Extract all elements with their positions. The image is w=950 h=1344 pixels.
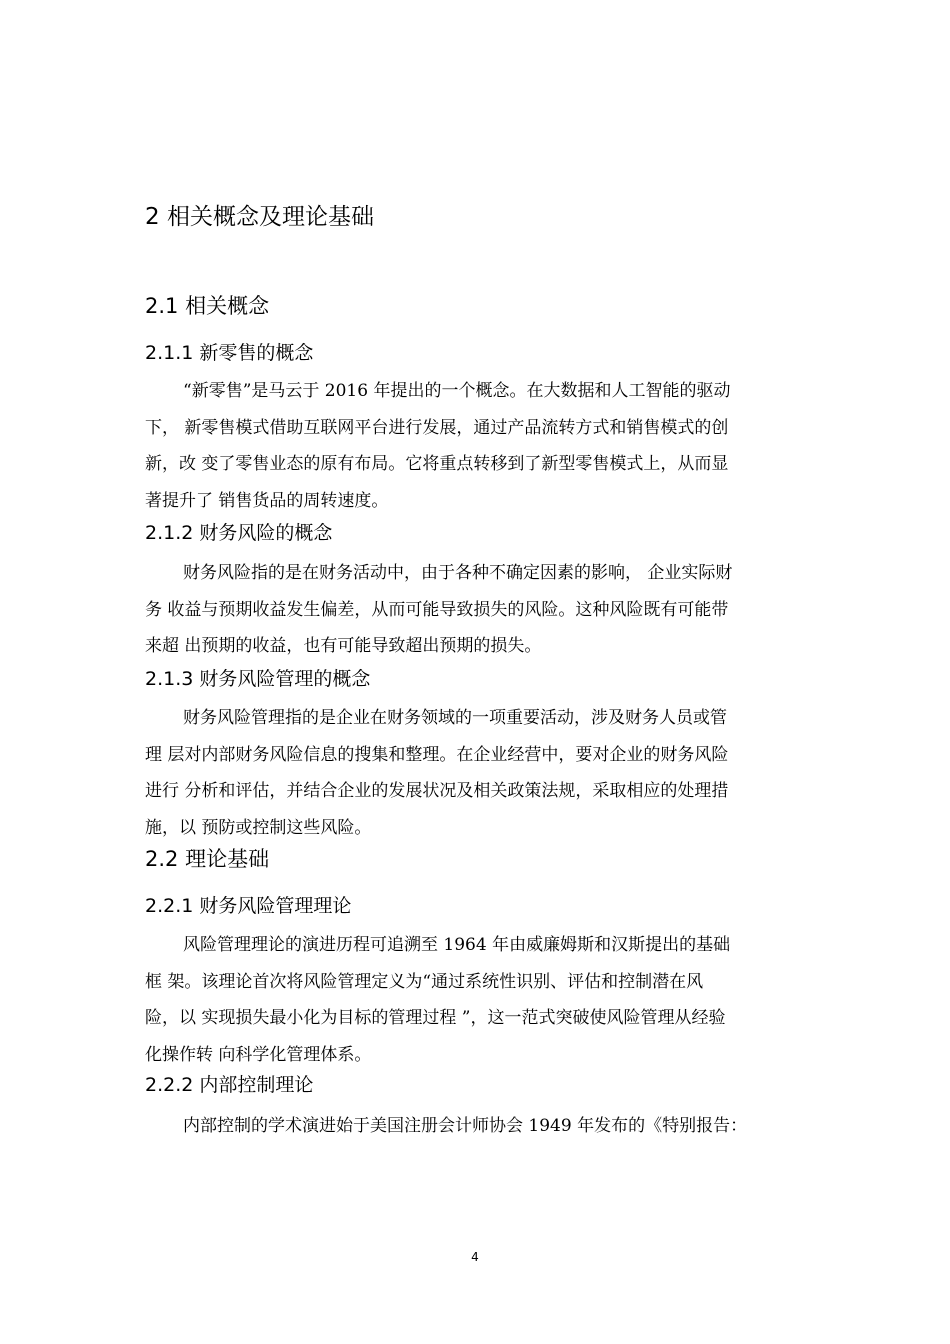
section-heading-2-2: 2.2 理论基础 xyxy=(145,847,270,871)
paragraph-line: 险，以 实现损失最小化为目标的管理过程 ”，这一范式突破使风险管理从经验 xyxy=(145,1008,726,1028)
paragraph-line: 务 收益与预期收益发生偏差，从而可能导致损失的风险。这种风险既有可能带 xyxy=(145,599,729,620)
paragraph-line: 理 层对内部财务风险信息的搜集和整理。在企业经营中，要对企业的财务风险 xyxy=(145,744,729,765)
chapter-heading: 2 相关概念及理论基础 xyxy=(145,204,374,230)
paragraph-line: 下， 新零售模式借助互联网平台进行发展，通过产品流转方式和销售模式的创 xyxy=(145,417,729,438)
subsection-heading-2-2-1: 2.2.1 财务风险管理理论 xyxy=(145,895,352,917)
paragraph-line: 财务风险管理指的是企业在财务领域的一项重要活动，涉及财务人员或管 xyxy=(183,708,727,728)
subsection-heading-2-1-1: 2.1.1 新零售的概念 xyxy=(145,342,314,364)
subsection-heading-2-1-2: 2.1.2 财务风险的概念 xyxy=(145,522,333,544)
paragraph-line: 内部控制的学术演进始于美国注册会计师协会 1949 年发布的《特别报告： xyxy=(183,1116,748,1136)
paragraph-line: “新零售”是马云于 2016 年提出的一个概念。在大数据和人工智能的驱动 xyxy=(183,381,731,401)
subsection-heading-2-2-2: 2.2.2 内部控制理论 xyxy=(145,1074,314,1096)
paragraph-line: 施，以 预防或控制这些风险。 xyxy=(145,817,372,838)
paragraph-line: 化操作转 向科学化管理体系。 xyxy=(145,1044,372,1065)
paragraph-line: 进行 分析和评估，并结合企业的发展状况及相关政策法规，采取相应的处理措 xyxy=(145,781,729,801)
paragraph-internal-control xyxy=(145,1108,810,1145)
paragraph-line: 新，改 变了零售业态的原有布局。它将重点转移到了新型零售模式上，从而显 xyxy=(145,454,729,474)
paragraph-risk-theory xyxy=(145,927,810,1073)
paragraph-line: 著提升了 销售货品的周转速度。 xyxy=(145,490,389,511)
subsection-heading-2-1-3: 2.1.3 财务风险管理的概念 xyxy=(145,668,371,690)
page-number: 4 xyxy=(471,1250,479,1264)
paragraph-line: 财务风险指的是在财务活动中，由于各种不确定因素的影响， 企业实际财 xyxy=(183,563,733,583)
section-heading-2-1: 2.1 相关概念 xyxy=(145,294,270,318)
paragraph-new-retail xyxy=(145,373,810,519)
paragraph-risk-management xyxy=(145,700,810,846)
paragraph-line: 框 架。该理论首次将风险管理定义为“通过系统性识别、评估和控制潜在风 xyxy=(145,971,704,992)
paragraph-line: 来超 出预期的收益，也有可能导致超出预期的损失。 xyxy=(145,636,542,656)
paragraph-line: 风险管理理论的演进历程可追溯至 1964 年由威廉姆斯和汉斯提出的基础 xyxy=(183,935,731,955)
paragraph-financial-risk xyxy=(145,555,810,665)
